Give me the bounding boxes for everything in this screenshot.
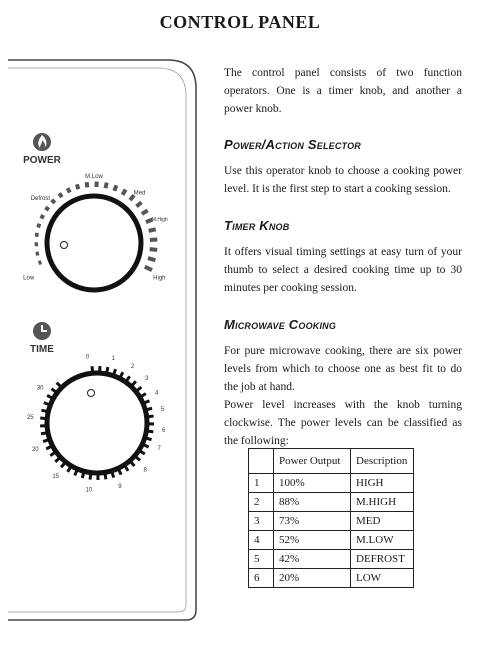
table-row [249, 474, 414, 493]
power-scale-segment [36, 253, 39, 254]
power-scale-segment [148, 258, 156, 260]
timer-tick [125, 467, 128, 471]
power-dial-label: High [153, 275, 166, 282]
table-cell: 1 [249, 474, 274, 493]
timer-tick [136, 457, 140, 460]
section-body-microwave-cooking: For pure microwave cooking, there are six power levels from which to choose one as best fit to do the job at hand. [224, 345, 462, 393]
table-cell: LOW [351, 569, 414, 588]
table-cell: 42% [274, 550, 351, 569]
timer-tick [119, 470, 121, 475]
power-scale-segment [39, 262, 42, 263]
timer-tick [144, 445, 149, 447]
section-body-microwave-cooking-2: Power level increases with the knob turning clockwise. The power levels can be classified as the following: [224, 399, 462, 447]
timer-tick [55, 458, 59, 461]
timer-tick [46, 447, 50, 449]
timer-tick [147, 408, 152, 409]
timer-knob [47, 373, 147, 473]
timer-tick [44, 403, 49, 405]
table-cell: 100% [274, 474, 351, 493]
table-cell: 3 [249, 512, 274, 531]
timer-tick [90, 475, 91, 480]
timer-tick [68, 468, 71, 472]
flame-icon [33, 133, 51, 151]
clock-icon [33, 322, 51, 340]
power-scale-segment [45, 207, 48, 210]
power-scale-segment [68, 188, 70, 192]
timer-tick [43, 440, 48, 442]
table-cell: MED [351, 512, 414, 531]
section-heading-microwave-cooking: Microwave Cooking [224, 317, 337, 332]
table-header-cell: Power Output [274, 449, 351, 474]
timer-tick [105, 474, 106, 479]
power-scale-segment [137, 202, 142, 206]
power-dial[interactable] [23, 174, 168, 290]
table-cell: 88% [274, 493, 351, 512]
intro-paragraph: The control panel consists of two function operators. One is a timer knob, and another a power knob. [224, 67, 462, 115]
timer-dial-label: 8 [143, 467, 147, 474]
timer-tick [112, 473, 113, 478]
table-row [249, 512, 414, 531]
section-body-power-selector: Use this operator knob to choose a cooking power level. It is the first step to start a cooking session. [224, 165, 462, 195]
power-scale-segment [123, 190, 126, 195]
power-scale-segment [150, 249, 158, 250]
timer-tick [41, 410, 46, 411]
timer-tick [57, 383, 61, 387]
timer-tick [147, 438, 152, 439]
section-heading-power-selector: Power/Action Selector [224, 137, 361, 152]
timer-dial-label: 30 [36, 385, 44, 392]
table-row [249, 531, 414, 550]
timer-dial[interactable] [27, 355, 166, 494]
table-header-row [249, 449, 414, 474]
power-dial-label: Med [133, 190, 146, 197]
timer-dial-label: 20 [31, 447, 39, 454]
table-cell: M.LOW [351, 531, 414, 550]
timer-dial-label: 6 [161, 428, 166, 435]
table-cell: 20% [274, 569, 351, 588]
power-scale-segment [40, 216, 44, 218]
table-cell: HIGH [351, 474, 414, 493]
timer-dial-label: 15 [52, 473, 60, 480]
timer-dial-label: 25 [26, 415, 34, 422]
timer-dial-label: 0 [86, 354, 90, 361]
timer-dial-label: 7 [157, 446, 161, 453]
timer-tick [132, 381, 135, 385]
timer-tick [51, 389, 55, 392]
power-levels-table [248, 448, 414, 588]
timer-dial-label: 9 [118, 483, 122, 490]
timer-tick [121, 372, 123, 376]
timer-tick [141, 451, 145, 454]
text-column [224, 64, 462, 450]
table-row [249, 550, 414, 569]
power-dial-label: Defrost [30, 196, 51, 203]
timer-tick [114, 369, 116, 374]
power-dial-label: M.Low [85, 174, 103, 180]
power-dial-label: M.High [151, 217, 168, 224]
table-cell: 4 [249, 531, 274, 550]
timer-dial-label: 10 [85, 487, 93, 494]
timer-dial-label: 4 [155, 390, 159, 397]
power-scale-segment [87, 182, 88, 187]
timer-tick [149, 416, 154, 417]
timer-tick [61, 463, 64, 467]
timer-dial-label: 2 [130, 364, 135, 371]
timer-tick [107, 367, 108, 372]
table-cell: 2 [249, 493, 274, 512]
timer-tick [41, 433, 46, 434]
control-panel-illustration [0, 0, 215, 647]
power-scale-segment [114, 185, 116, 191]
section-heading-timer-knob: Timer Knob [224, 218, 290, 233]
timer-knob-indicator [88, 390, 95, 397]
power-scale-segment [52, 200, 55, 203]
power-scale-segment [106, 183, 107, 189]
table-cell: DEFROST [351, 550, 414, 569]
table-cell: 73% [274, 512, 351, 531]
timer-tick [131, 462, 134, 466]
table-cell: M.HIGH [351, 493, 414, 512]
time-label: TIME [30, 344, 54, 355]
power-scale-segment [149, 229, 156, 231]
timer-dial-label: 3 [145, 376, 149, 383]
table-row [249, 569, 414, 588]
timer-tick [50, 453, 54, 456]
timer-tick [145, 401, 150, 403]
power-dial-label: Low [23, 275, 35, 282]
page-title: CONTROL PANEL [159, 12, 321, 32]
timer-tick [148, 431, 153, 432]
timer-tick [137, 387, 141, 390]
power-scale-segment [77, 184, 78, 189]
table-header-cell [249, 449, 274, 474]
timer-tick [75, 471, 77, 476]
power-scale-segment [59, 193, 62, 197]
power-scale-segment [37, 225, 41, 226]
power-scale-segment [35, 235, 39, 236]
timer-tick [127, 376, 130, 380]
power-label: POWER [23, 155, 61, 166]
power-knob-indicator [61, 242, 68, 249]
table-cell: 52% [274, 531, 351, 550]
power-scale-segment [142, 210, 148, 214]
table-cell: 5 [249, 550, 274, 569]
table-header-cell: Description [351, 449, 414, 474]
section-body-timer-knob: It offers visual timing settings at easy turn of your thumb to select a desired cooking time up to 30 minutes per cooking session. [224, 246, 462, 294]
timer-tick [142, 394, 146, 397]
panel-inner-outline [8, 68, 186, 612]
table-row [249, 493, 414, 512]
timer-tick [47, 395, 51, 397]
power-scale-segment [145, 267, 152, 270]
timer-dial-label: 5 [160, 407, 165, 414]
timer-tick [82, 473, 83, 478]
power-levels-table-wrapper [248, 448, 414, 588]
timer-dial-label: 1 [111, 355, 115, 362]
table-cell: 6 [249, 569, 274, 588]
